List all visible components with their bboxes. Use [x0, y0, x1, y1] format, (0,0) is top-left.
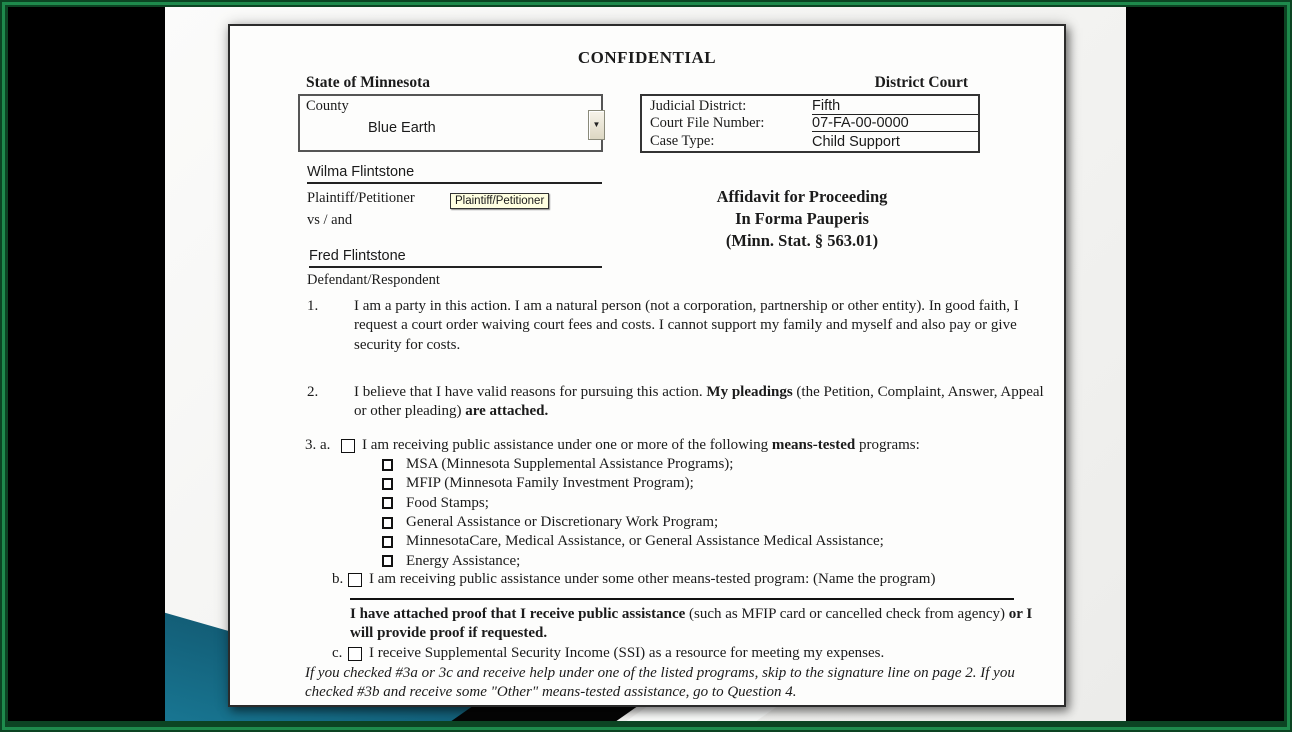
- judicial-district-field[interactable]: Fifth: [812, 98, 978, 115]
- state-heading: State of Minnesota: [306, 74, 430, 91]
- program-name-blank-field[interactable]: [350, 578, 1014, 600]
- district-court-heading: District Court: [874, 74, 968, 91]
- program-item-minnesotacare: MinnesotaCare, Medical Assistance, or General Assistance Medical Assistance;: [382, 532, 884, 551]
- question-3c-checkbox[interactable]: [348, 647, 362, 661]
- program-item-mfip: MFIP (Minnesota Family Investment Program);: [382, 474, 884, 493]
- case-type-row: [642, 132, 978, 150]
- paragraph-2-number: 2.: [307, 384, 319, 400]
- program-item-general-assistance: General Assistance or Discretionary Work Program;: [382, 513, 884, 532]
- proof-statement: I have attached proof that I receive public assistance (such as MFIP card or cancelled check from agency) or I will provide proof if requested.: [350, 606, 1033, 642]
- program-checkbox[interactable]: [382, 478, 393, 490]
- question-3a-row: [305, 437, 920, 454]
- county-dropdown-button[interactable]: [588, 110, 605, 140]
- program-item-energy-assistance: Energy Assistance;: [382, 551, 884, 570]
- court-file-number-field[interactable]: 07-FA-00-0000: [812, 115, 978, 132]
- case-type-field[interactable]: Child Support: [812, 134, 900, 151]
- question-3a-number: 3. a.: [305, 437, 331, 453]
- program-checkbox[interactable]: [382, 555, 393, 567]
- form-title: [602, 186, 1002, 252]
- paragraph-1-number: 1.: [307, 298, 319, 314]
- question-3c-text: I receive Supplemental Security Income (SSI) as a resource for meeting my expenses.: [369, 645, 885, 661]
- case-type-label: Case Type:: [650, 133, 715, 150]
- county-fieldset: [298, 94, 603, 152]
- question-3b-number: b.: [332, 571, 344, 587]
- program-checkbox[interactable]: [382, 459, 393, 471]
- program-checkbox[interactable]: [382, 536, 393, 548]
- confidential-heading: CONFIDENTIAL: [577, 48, 717, 67]
- paragraph-1-text: I am a party in this action. I am a natural person (not a corporation, partnership or other entity). In good faith, I request a court order waiving court fees and costs. I cannot support my family and myself and also pay or give security for costs.: [354, 298, 1019, 353]
- form-title-line1: Affidavit for Proceeding: [716, 187, 888, 206]
- question-3a-checkbox[interactable]: [341, 439, 355, 453]
- county-label: County: [306, 98, 349, 114]
- program-checkbox[interactable]: [382, 497, 393, 509]
- judicial-district-label: Judicial District:: [650, 97, 747, 114]
- chevron-down-icon: ▼: [592, 120, 601, 129]
- court-file-number-label: Court File Number:: [650, 115, 765, 132]
- question-3c-number: c.: [332, 645, 343, 661]
- field-tooltip: Plaintiff/Petitioner: [450, 193, 549, 209]
- vs-and-label: vs / and: [307, 212, 353, 228]
- letterbox: [8, 7, 1284, 721]
- instruction-note: If you checked #3a or 3c and receive help under one of the listed programs, skip to the signature line on page 2. If you checked #3b and receive some "Other" means-tested assistance, go to Question 4.: [305, 665, 1015, 701]
- question-3c-row: [332, 645, 884, 662]
- petitioner-name-field[interactable]: Wilma Flintstone: [307, 164, 602, 184]
- respondent-name-field[interactable]: Fred Flintstone: [309, 248, 602, 268]
- program-checkbox[interactable]: [382, 517, 393, 529]
- program-item-msa: MSA (Minnesota Supplemental Assistance Programs);: [382, 455, 884, 474]
- form-title-line2: In Forma Pauperis: [735, 209, 869, 228]
- judicial-district-row: [642, 97, 978, 115]
- paragraph-2-text: I believe that I have valid reasons for pursuing this action. My pleadings (the Petition, Complaint, Answer, Appeal or other pleading) are attached.: [354, 384, 1044, 420]
- petitioner-label: Plaintiff/Petitioner: [307, 190, 415, 206]
- court-file-number-row: [642, 115, 978, 133]
- form-title-line3: (Minn. Stat. § 563.01): [725, 231, 879, 250]
- form-page: [228, 24, 1066, 707]
- question-3b-text: I am receiving public assistance under some other means-tested program: (Name the program): [369, 571, 936, 587]
- county-value-field[interactable]: Blue Earth: [368, 120, 436, 136]
- question-3a-text: I am receiving public assistance under one or more of the following means-tested programs:: [362, 437, 920, 453]
- slide-background: [165, 7, 1126, 721]
- court-info-table: [640, 94, 980, 153]
- program-item-food-stamps: Food Stamps;: [382, 494, 884, 513]
- respondent-label: Defendant/Respondent: [307, 272, 440, 288]
- program-list: [382, 455, 884, 571]
